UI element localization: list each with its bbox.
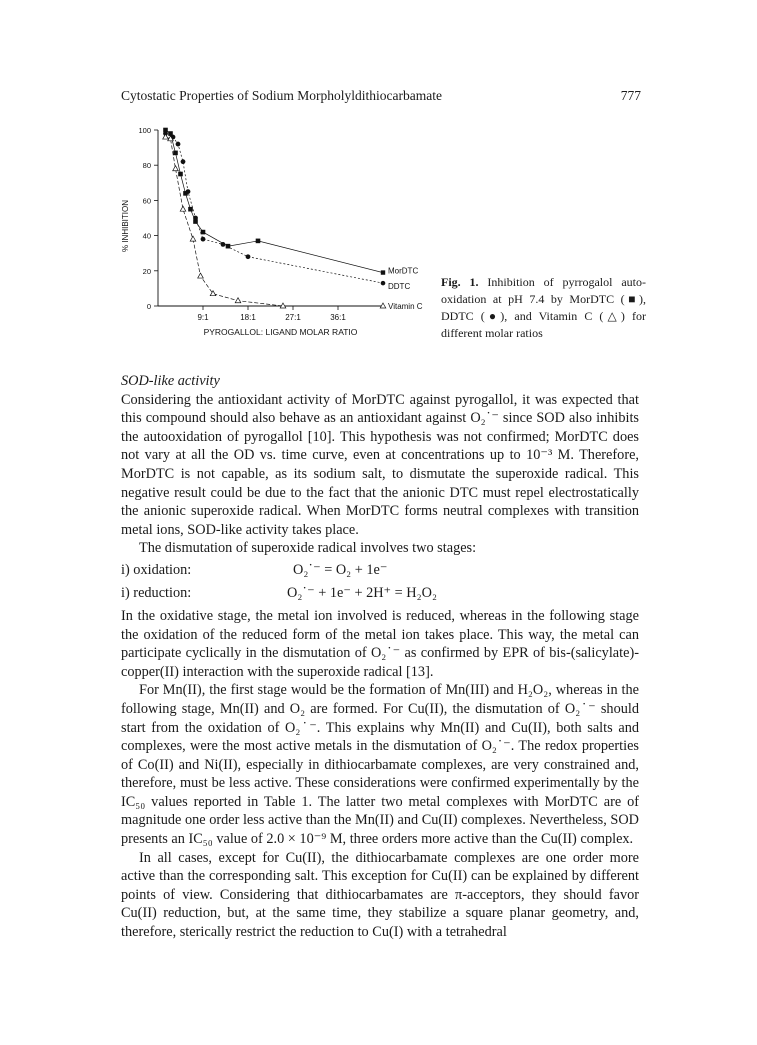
paragraph-4: For Mn(II), the first stage would be the formation of Mn(III) and H₂O₂, whereas in the following stage, Mn(II) and O₂ are formed. For Cu(II), the dismutation of O₂˙⁻ should start from the oxidation of O₂˙⁻. This explains why Mn(II) and Cu(II), both salts and complexes, were the most active metals in the dismutation of O₂˙⁻. The redox properties of Co(II) and Ni(II), especially in dithiocarbamate complexes, are very constrained and, therefore, must be less active. These considerations were confirmed experimentally by the IC₅₀ values reported in Table 1. The latter two metal complexes with MorDTC are of magnitude one order less active than the Mn(II) and Cu(II) complexes. Nevertheless, SOD presents an IC₅₀ value of 2.0 × 10⁻⁹ M, three orders more active than the Cu(II) complex. (121, 682, 639, 848)
paragraph-5: In all cases, except for Cu(II), the dithiocarbamate complexes are one order more active than the corresponding salt. This exception for Cu(II) can be explained by different points of view. Considering that dithiocarbamates are π-acceptors, they should favor Cu(II) reduction, but, at the same time, they stabilize a square planar geometry, and, therefore, sterically restrict the reduction to Cu(I) with a tetrahedral (121, 849, 639, 941)
equation-oxidation (121, 561, 639, 580)
data-point-square (256, 239, 261, 244)
data-point-square (188, 207, 193, 212)
legend-label: DDTC (388, 282, 411, 292)
running-title: Cytostatic Properties of Sodium Morpholyldithiocarbamate (121, 88, 442, 103)
caption-text: Inhibition of pyrrogalol auto-oxidation at pH 7.4 by MorDTC (■), DDTC (●), and Vitamin C (△) for different molar ratios (441, 275, 646, 340)
figure-caption (441, 274, 646, 342)
data-point-triangle (190, 236, 196, 241)
y-axis-label: % INHIBITION (121, 199, 130, 253)
y-tick-label: 20 (142, 266, 151, 276)
data-point-square (173, 151, 178, 156)
legend-label: Vitamin C (388, 302, 423, 311)
data-point-square (226, 244, 231, 249)
x-tick-label: 9:1 (197, 313, 209, 322)
section-title: SOD-like activity (121, 373, 220, 389)
x-tick-label: 18:1 (240, 313, 256, 322)
page-number: 777 (620, 88, 641, 103)
data-point-circle (193, 216, 198, 221)
y-tick-label: 60 (142, 196, 151, 206)
y-tick-label: 40 (142, 231, 151, 241)
equation-formula: O₂˙⁻ + 1e⁻ + 2H⁺ = H₂O₂ (287, 584, 437, 601)
paragraph-2: The dismutation of superoxide radical involves two stages: (139, 540, 477, 557)
equation-formula: O₂˙⁻ = O₂ + 1e⁻ (293, 561, 388, 578)
data-point-triangle (235, 298, 241, 303)
series-line-vitamin-c (166, 137, 384, 306)
data-point-circle (181, 159, 186, 164)
running-header (121, 88, 641, 106)
body-text (121, 372, 639, 942)
series-line-ddtc (166, 134, 384, 284)
equation-label: i) reduction: (121, 584, 192, 601)
y-tick-label: 80 (142, 161, 151, 171)
paragraph-1: Considering the antioxidant activity of MorDTC against pyrogallol, it was expected that this compound should also behave as an antioxidant against O₂˙⁻ since SOD also inhibits the autooxidation of pyrogallol [10]. This hypothesis was not confirmed; MorDTC does not vary at all the OD vs. time curve, even at concentrations up to 10⁻³ M. Therefore, MorDTC is not capable, as its sodium salt, to dismutate the superoxide radical. This negative result could be due to the fact that the anionic DTC must repel electrostatically the anionic superoxide radical. When MorDTC forms neutral complexes with transition metal ions, SOD-like activity takes place. (121, 391, 639, 538)
data-point-triangle (198, 273, 204, 278)
data-point-square (178, 172, 183, 177)
x-axis-label: PYROGALLOL: LIGAND MOLAR RATIO (203, 327, 358, 337)
y-tick-label: 100 (138, 126, 151, 135)
data-point-circle (186, 189, 191, 194)
data-point-triangle (173, 166, 179, 171)
y-tick-label: 0 (146, 302, 151, 311)
legend-marker-circle (381, 281, 386, 286)
data-point-circle (201, 237, 206, 242)
paragraph-3: In the oxidative stage, the metal ion involved is reduced, whereas in the following stage the oxidation of the reduced form of the metal ion takes place. This way, the metal can participate cyclically in the dismutation of O₂˙⁻ as confirmed by EPR of bis-(salicylate)-copper(II) interaction with the superoxide radical [13]. (121, 607, 639, 680)
data-point-circle (246, 254, 251, 259)
data-point-triangle (180, 206, 186, 211)
x-tick-label: 36:1 (330, 313, 346, 322)
data-point-circle (221, 242, 226, 247)
legend-marker-triangle (380, 303, 386, 308)
legend-label: MorDTC (388, 266, 419, 276)
equation-label: i) oxidation: (121, 561, 192, 578)
x-tick-label: 27:1 (285, 313, 301, 322)
data-point-circle (176, 142, 181, 147)
caption-label: Fig. 1. (441, 275, 479, 289)
inhibition-chart (108, 118, 438, 380)
legend-marker-square (381, 270, 385, 274)
equation-reduction (121, 584, 639, 603)
series-line-mordtc (166, 130, 384, 273)
